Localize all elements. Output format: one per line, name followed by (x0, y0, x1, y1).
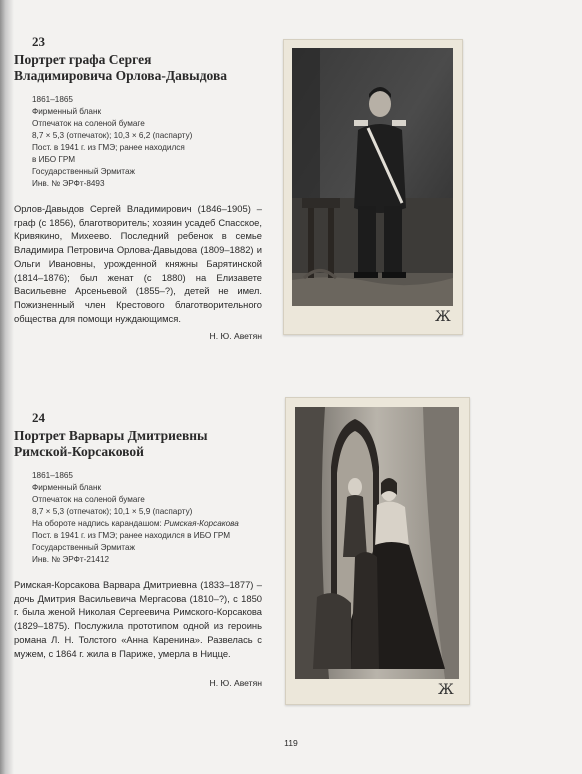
meta-line: Пост. в 1941 г. из ГМЭ; ранее находился в ИБО ГРМ (32, 531, 231, 540)
book-gutter-shadow (0, 0, 14, 774)
catalog-entry-24 (14, 410, 262, 688)
meta-line: Фирменный бланк (32, 107, 102, 116)
meta-line: 1861–1865 (32, 471, 73, 480)
entry-metadata (32, 94, 262, 190)
meta-line: Государственный Эрмитаж (32, 543, 135, 552)
portrait-photo-rimskaya-korsakova (295, 407, 459, 679)
catalog-entry-23 (14, 34, 262, 341)
entry-number: 23 (32, 34, 45, 49)
meta-line: Отпечаток на соленой бумаге (32, 495, 145, 504)
meta-line: Государственный Эрмитаж (32, 167, 135, 176)
meta-line: в ИБО ГРМ (32, 155, 76, 164)
entry-author: Н. Ю. Аветян (209, 331, 262, 342)
inscription-text: Римская-Корсакова (164, 519, 239, 528)
photographer-monogram: Ж (435, 309, 451, 325)
entry-title (14, 428, 262, 460)
entry-number: 24 (32, 410, 45, 425)
entry-biography: Римская-Корсакова Варвара Дмитриевна (1833–1877) – дочь Дмитрия Васильевича Мергасова (1810–?), с 1850 г. была женой Николая Сергеевича Римского-Корсакова (1829–1875). Послужила прототипом одной из героинь романа Л. Н. Толстого «Анна Каренина». Развелась с мужем, с 1864 г. жила в Париже, умерла в Ницце. (14, 579, 262, 659)
meta-line-inscription (32, 518, 262, 530)
entry-author: Н. Ю. Аветян (209, 678, 262, 689)
meta-line: 1861–1865 (32, 95, 73, 104)
meta-line: 8,7 × 5,3 (отпечаток); 10,1 × 5,9 (паспарту) (32, 507, 193, 516)
meta-line: Инв. № ЭРФт-8493 (32, 179, 105, 188)
meta-line: Отпечаток на соленой бумаге (32, 119, 145, 128)
meta-line: 8,7 × 5,3 (отпечаток); 10,3 × 6,2 (паспарту) (32, 131, 193, 140)
meta-line: Фирменный бланк (32, 483, 102, 492)
photographer-monogram: Ж (438, 682, 454, 698)
entry-biography: Орлов-Давыдов Сергей Владимирович (1846–1905) – граф (с 1856), благотворитель; хозяин усадеб Спасское, Кривякино, Михеево. Последний ребенок в семье Владимира Петровича Орлова-Давыдова (1809–1882) и Ольги Ивановны, урожденной княжны Барятинской (1814–1876); был женат (с 1880) на Елизавете Васильевне Арсеньевой (1855–?), детей не имел. Пожизненный член Крестового благотворительного общества для помощи нуждающимся. (14, 203, 262, 324)
entry-title-line: Владимировича Орлова-Давыдова (14, 68, 227, 83)
entry-title-line: Римской-Корсаковой (14, 444, 144, 459)
inscription-label: На обороте надпись карандашом: (32, 519, 165, 528)
entry-title-line: Портрет Варвары Дмитриевны (14, 428, 208, 443)
entry-title (14, 52, 262, 84)
photo-card-24 (285, 397, 470, 705)
photo-card-23 (283, 39, 463, 335)
portrait-photo-orlov-davydov (292, 48, 453, 306)
meta-line: Пост. в 1941 г. из ГМЭ; ранее находился (32, 143, 185, 152)
page-number: 119 (284, 738, 298, 748)
entry-metadata (32, 470, 262, 566)
meta-line: Инв. № ЭРФт-21412 (32, 555, 110, 564)
entry-title-line: Портрет графа Сергея (14, 52, 152, 67)
